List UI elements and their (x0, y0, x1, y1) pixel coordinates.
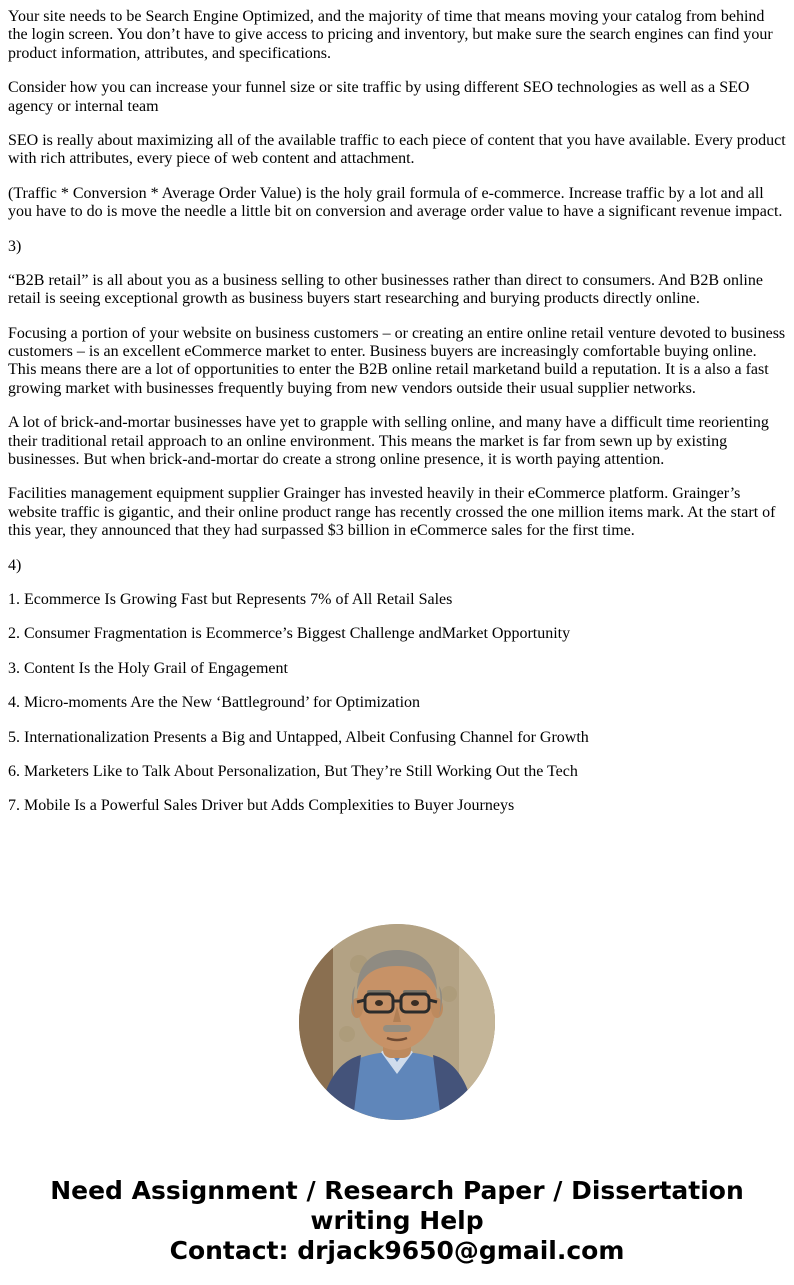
list-item: 7. Mobile Is a Powerful Sales Driver but Adds Complexities to Buyer Journeys (8, 797, 515, 815)
paragraph: Consider how you can increase your funnel size or site traffic by using different SEO technologies as well as a SEO agency or internal team (8, 79, 750, 115)
footer-line-2: writing Help (310, 1205, 484, 1235)
paragraph: (Traffic * Conversion * Average Order Value) is the holy grail formula of e-commerce. Increase traffic by a lot and all you have to do is move the needle a little bit on conversion and average order value to have a significant revenue impact. (8, 184, 783, 221)
footer-heading (8, 1176, 786, 1266)
paragraph: “B2B retail” is all about you as a business selling to other businesses rather than direct to consumers. And B2B online retail is seeing exceptional growth as business buyers start researching and burying products directly online. (8, 271, 763, 308)
list-item: 2. Consumer Fragmentation is Ecommerce’s Biggest Challenge andMarket Opportunity (8, 625, 571, 643)
footer-line-1: Need Assignment / Research Paper / Dissertation (50, 1175, 744, 1205)
list-item: 6. Marketers Like to Talk About Personalization, But They’re Still Working Out the Tech (8, 762, 578, 780)
author-avatar-container (0, 924, 794, 1120)
paragraph: Focusing a portion of your website on business customers – or creating an entire online retail venture devoted to business customers – is an excellent eCommerce market to enter. Business buyers are increasingly comfortable buying online. This means there are a lot of opportunities to enter the B2B online retail marketand build a reputation. It is a also a fast growing market with businesses frequently buying from new vendors outside their usual supplier networks. (8, 324, 786, 397)
author-photo-illustration (299, 924, 495, 1120)
list-item: 3. Content Is the Holy Grail of Engagement (8, 659, 288, 677)
section-number: 3) (8, 237, 22, 255)
footer-contact-email: Contact: drjack9650@gmail.com (169, 1235, 625, 1265)
paragraph: Your site needs to be Search Engine Optimized, and the majority of time that means moving your catalog from behind the login screen. You don’t have to give access to pricing and inventory, but make sure the search engines can find your product information, attributes, and specifications. (8, 8, 773, 62)
paragraph: Facilities management equipment supplier Grainger has invested heavily in their eCommerce platform. Grainger’s website traffic is gigantic, and their online product range has recently crossed the one million items mark. At the start of this year, they announced that they had surpassed $3 billion in eCommerce sales for the first time. (8, 485, 776, 540)
list-item: 5. Internationalization Presents a Big and Untapped, Albeit Confusing Channel for Growth (8, 728, 589, 746)
paragraph: A lot of brick-and-mortar businesses have yet to grapple with selling online, and many have a difficult time reorienting their traditional retail approach to an online environment. This means the market is far from sewn up by existing businesses. But when brick-and-mortar do create a strong online presence, it is worth paying attention. (8, 414, 769, 469)
section-number: 4) (8, 556, 22, 574)
list-item: 1. Ecommerce Is Growing Fast but Represents 7% of All Retail Sales (8, 590, 453, 608)
author-avatar (299, 924, 495, 1120)
list-item: 4. Micro-moments Are the New ‘Battleground’ for Optimization (8, 694, 421, 712)
article-body (0, 8, 794, 816)
paragraph: SEO is really about maximizing all of the available traffic to each piece of content that you have available. Every product with rich attributes, every piece of web content and attachment. (8, 131, 786, 168)
